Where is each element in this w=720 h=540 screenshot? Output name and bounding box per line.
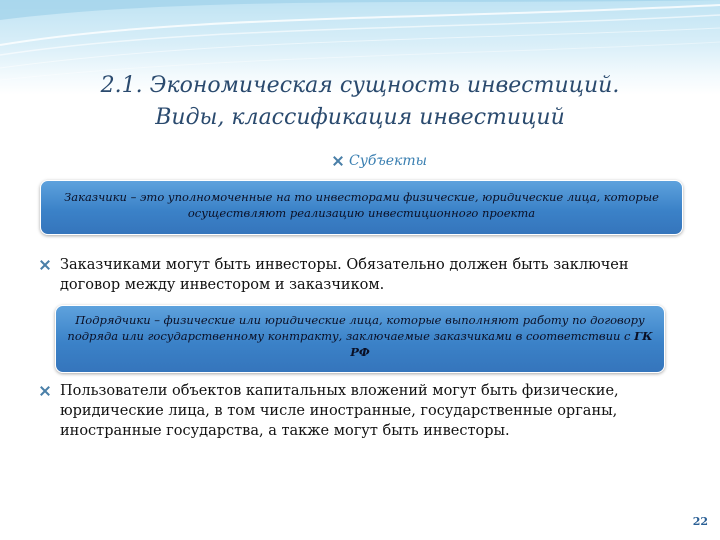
bullet-x-icon [40, 386, 50, 396]
users-note [40, 381, 680, 441]
civil-code-abbr: ГК РФ [350, 329, 653, 359]
customers-definition-box [40, 180, 683, 235]
contractors-definition-box [55, 305, 665, 373]
customers-definition-text: Заказчики – это уполномоченные на то инвесторами физические, юридические лица, которые осуществляют реализацию инвестиционного проекта [64, 190, 659, 220]
bullet-x-icon [333, 156, 343, 166]
customers-note-text: Заказчиками могут быть инвесторы. Обязательно должен быть заключен договор между инвестором и заказчиком. [60, 257, 629, 293]
subjects-heading [333, 152, 427, 170]
bullet-x-icon [40, 260, 50, 270]
customers-note [40, 255, 680, 295]
contractors-definition-text: Подрядчики – физические или юридические лица, которые выполняют работу по договору подряда или государственному контракту, заключаемые заказчиками в соответствии с [67, 313, 645, 343]
users-note-text: Пользователи объектов капитальных вложений могут быть физические, юридические лица, в том числе иностранные, государственные органы, иностранные государства, а также могут быть инвесторы. [60, 383, 619, 439]
page-number: 22 [692, 515, 708, 528]
slide-title-line2: Виды, классификация инвестиций [155, 105, 565, 130]
slide-title [60, 70, 660, 134]
subjects-label: Субъекты [349, 153, 428, 169]
slide-title-line1: 2.1. Экономическая сущность инвестиций. [100, 73, 620, 98]
